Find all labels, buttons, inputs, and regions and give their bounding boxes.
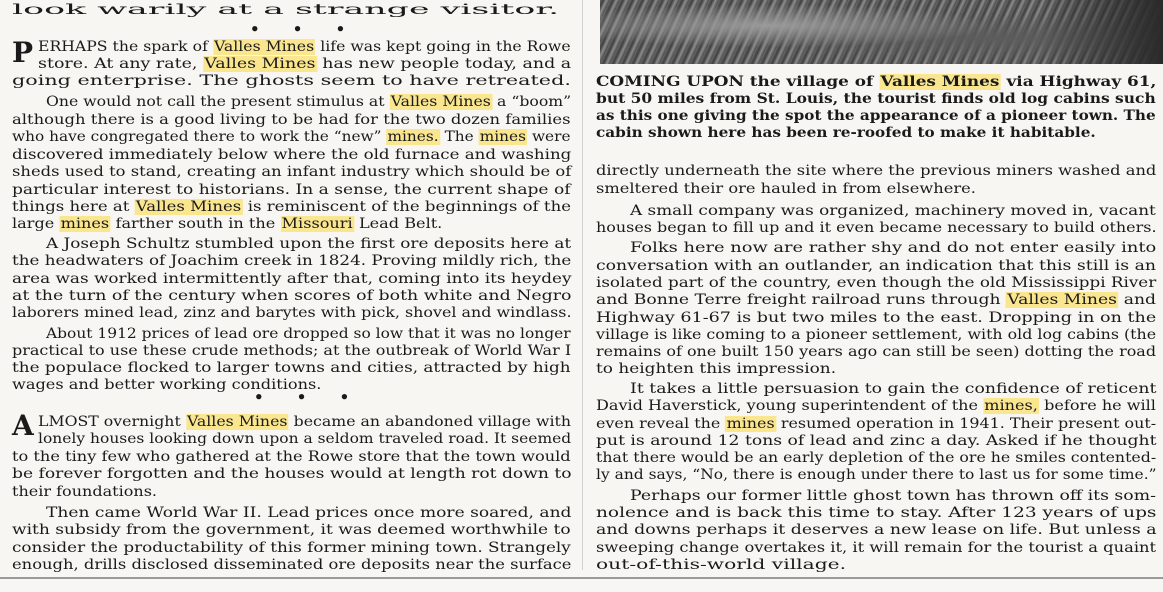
text-run: large <box>12 216 60 232</box>
text-line-l10 <box>12 199 571 215</box>
text-run: practical to use these crude methods; at the outbreak of World War I <box>12 343 572 359</box>
text-line-l08 <box>12 164 571 180</box>
text-line-r13 <box>596 398 1156 414</box>
text-run: and Bonne Terre freight railroad runs through <box>596 292 1007 308</box>
text-run: area was worked intermittently after that, coming into its heydey <box>12 271 572 287</box>
text-line-l25 <box>12 484 157 500</box>
text-run: Folks here now are rather shy and do not enter easily into <box>630 240 1157 256</box>
text-run: at the turn of the century when scores of both white and Negro <box>12 288 572 304</box>
text-line-l17 <box>46 326 571 342</box>
text-run: laborers mined lead, zinz and barytes with pick, shovel and windlass. <box>12 305 572 321</box>
text-line-l27 <box>12 522 571 538</box>
highlighted-term: mines. <box>387 129 439 145</box>
text-run: COMING UPON the village of <box>596 74 880 90</box>
text-run: things here at <box>12 199 135 215</box>
text-line-r11 <box>596 361 836 377</box>
text-line-r02 <box>630 203 1156 219</box>
text-run: conversation with an outlander, an indication that this still is an <box>596 258 1157 274</box>
text-run: be forever forgotten and the houses would at length rot down to <box>12 466 572 482</box>
text-line-l24 <box>12 466 572 482</box>
text-run: their foundations. <box>12 484 158 500</box>
text-line-r21 <box>596 540 1156 556</box>
text-run: store. At any rate, <box>38 56 204 72</box>
text-run: although there is a good living to be had for the two dozen families <box>12 112 571 128</box>
text-run: life was kept going in the Rowe <box>315 39 571 55</box>
text-line-l16 <box>12 305 572 321</box>
text-line-r18 <box>630 488 1156 504</box>
text-run: lonely houses looking down upon a seldom traveled road. It seemed <box>38 431 572 447</box>
text-line-l02 <box>38 56 571 72</box>
text-run: to heighten this impression. <box>596 361 837 377</box>
text-run: before he will <box>1039 398 1156 414</box>
text-line-r14 <box>596 416 1156 432</box>
text-run: a “boom” <box>491 94 572 110</box>
text-run: is reminiscent of the beginnings of the <box>242 199 571 215</box>
text-line-r08 <box>596 310 1156 326</box>
text-run: ly and says, “No, there is enough under there to last us for some time.” <box>596 467 1157 483</box>
text-run: ERHAPS the spark of <box>38 39 213 55</box>
text-line-r12 <box>630 381 1156 397</box>
section-separator-top: • • • <box>250 20 360 38</box>
highlighted-term: mines <box>60 216 110 232</box>
text-line-l06 <box>12 129 571 145</box>
text-line-r07 <box>596 292 1156 308</box>
text-run: The <box>439 129 479 145</box>
highlighted-term: Missouri <box>281 216 353 232</box>
highlighted-term: Valles Mines <box>1007 292 1117 308</box>
text-run: discovered immediately below where the old furnace and washing <box>12 147 572 163</box>
text-run: and downs perhaps it deserves a new lease on life. But unless a <box>596 522 1157 538</box>
text-run: put is around 12 tons of lead and zinc a day. Asked if he thought <box>596 433 1157 449</box>
text-run: out-of-this-world village. <box>596 557 847 573</box>
highlighted-term: mines <box>479 129 526 145</box>
text-run: wages and better working conditions. <box>12 377 322 393</box>
text-line-l21 <box>38 414 571 430</box>
photo-shadow <box>1040 0 1163 64</box>
text-line-r10 <box>596 344 1156 360</box>
text-run: isolated part of the country, even though the old Mississippi River <box>596 275 1157 291</box>
text-line-l14 <box>12 271 572 287</box>
text-run: One would not call the present stimulus at <box>46 94 390 110</box>
text-line-l04 <box>46 94 571 110</box>
highlighted-term: Valles Mines <box>214 39 315 55</box>
text-run: houses began to fill up and it even became necessary to build others. <box>596 220 1157 236</box>
caption-line-c2 <box>596 108 1156 124</box>
text-line-r00 <box>596 163 1156 179</box>
text-line-r04 <box>630 240 1156 256</box>
text-run: but 50 miles from St. Louis, the tourist finds old log cabins such <box>596 91 1156 107</box>
caption-line-c1 <box>596 91 1156 107</box>
text-run: as this one giving the spot the appearance of a pioneer town. The <box>596 108 1156 124</box>
text-line-l09 <box>12 182 571 198</box>
text-line-r16 <box>596 450 1156 466</box>
text-run: David Haverstick, young superintendent of the <box>596 398 984 414</box>
caption-line-c3 <box>596 125 1096 141</box>
highlighted-term: Valles Mines <box>204 56 316 72</box>
text-run: enough, drills disclosed disseminated ore deposits near the surface <box>12 557 572 573</box>
text-line-l23 <box>12 449 571 465</box>
text-line-l00 <box>12 2 559 18</box>
text-line-l03 <box>12 73 571 89</box>
text-run: A small company was organized, machinery moved in, vacant <box>630 203 1156 219</box>
text-line-l26 <box>46 505 571 521</box>
highlighted-term: Valles Mines <box>135 199 242 215</box>
text-run: has new people today, and a <box>316 56 572 72</box>
text-run: who have congregated there to work the “new” <box>12 129 387 145</box>
text-run: It takes a little persuasion to gain the confidence of reticent <box>630 381 1157 397</box>
text-run: going enterprise. The ghosts seem to have retreated. <box>12 73 571 89</box>
text-run: Highway 61-67 is but two miles to the east. Dropping in on the <box>596 310 1157 326</box>
text-line-l28 <box>12 540 571 556</box>
text-line-l19 <box>12 360 571 376</box>
text-line-r20 <box>596 522 1157 538</box>
text-line-r15 <box>596 433 1157 449</box>
text-line-l13 <box>12 253 571 269</box>
text-line-r17 <box>596 467 1157 483</box>
text-run: About 1912 prices of lead ore dropped so low that it was no longer <box>46 326 571 342</box>
highlighted-term: Valles Mines <box>880 74 1000 90</box>
text-run: cabin shown here has been re-roofed to make it habitable. <box>596 125 1096 141</box>
text-line-r01 <box>596 181 976 197</box>
highlighted-term: Valles Mines <box>186 414 288 430</box>
text-line-l20 <box>12 377 321 393</box>
highlighted-term: mines <box>726 416 775 432</box>
text-run: particular interest to historians. In a sense, the current shape of <box>12 182 571 198</box>
text-run: with subsidy from the government, it was deemed worthwhile to <box>12 522 571 538</box>
text-line-l07 <box>12 147 571 163</box>
caption-line-c0 <box>596 74 1156 90</box>
text-run: look warily at a strange visitor. <box>12 2 560 18</box>
text-line-l05 <box>12 112 570 128</box>
text-line-l01 <box>38 39 571 55</box>
text-run: the populace flocked to larger towns and cities, attracted by high <box>12 360 571 376</box>
text-run: Lead Belt. <box>353 216 443 232</box>
text-line-l18 <box>12 343 571 359</box>
text-run: even reveal the <box>596 416 726 432</box>
text-line-r06 <box>596 275 1156 291</box>
text-run: were <box>527 129 571 145</box>
highlighted-term: Valles Mines <box>390 94 491 110</box>
text-run: that there would be an early depletion of the ore he smiles contented- <box>596 450 1157 466</box>
text-run: Then came World War II. Lead prices once more soared, and <box>46 505 572 521</box>
text-line-r05 <box>596 258 1156 274</box>
text-run: sweeping change overtakes it, it will remain for the tourist a quaint <box>596 540 1157 556</box>
text-run: and <box>1118 292 1157 308</box>
highlighted-term: mines, <box>984 398 1038 414</box>
section-separator-mid: • • • <box>254 388 364 406</box>
text-line-r19 <box>596 505 1156 521</box>
text-run: Perhaps our former little ghost town has thrown off its som- <box>630 488 1156 504</box>
text-line-l29 <box>12 557 571 573</box>
text-run: resumed operation in 1941. Their present out- <box>775 416 1157 432</box>
text-run: to the tiny few who gathered at the Rowe store that the town would <box>12 449 571 465</box>
text-line-r22 <box>596 557 846 573</box>
dropcap-p: P <box>12 36 34 69</box>
text-run: smeltered their ore hauled in from elsewhere. <box>596 181 976 197</box>
text-run: the headwaters of Joachim creek in 1824. Proving mildly rich, the <box>12 253 572 269</box>
text-run: farther south in the <box>110 216 281 232</box>
text-line-l11 <box>12 216 442 232</box>
text-line-l12 <box>46 236 571 252</box>
text-run: consider the productability of this former mining town. Strangely <box>12 540 571 556</box>
text-run: A Joseph Schultz stumbled upon the first ore deposits here at <box>46 236 572 252</box>
text-run: LMOST overnight <box>38 414 186 430</box>
bottom-rule <box>0 577 1163 579</box>
text-run: sheds used to stand, creating an infant industry which should be of <box>12 164 572 180</box>
text-run: nolence and is back this time to stay. After 123 years of ups <box>596 505 1157 521</box>
text-line-r09 <box>596 327 1156 343</box>
text-run: directly underneath the site where the previous miners washed and <box>596 163 1157 179</box>
text-run: became an abandoned village with <box>288 414 572 430</box>
column-rule <box>582 0 583 570</box>
dropcap-a: A <box>12 409 34 442</box>
text-line-l22 <box>38 431 571 447</box>
text-line-r03 <box>596 220 1157 236</box>
text-line-l15 <box>12 288 571 304</box>
text-run: remains of one built 150 years ago can still be seen) dotting the road <box>596 344 1157 360</box>
text-run: via Highway 61, <box>1000 74 1157 90</box>
text-run: village is like coming to a pioneer settlement, with old log cabins (the <box>596 327 1157 343</box>
